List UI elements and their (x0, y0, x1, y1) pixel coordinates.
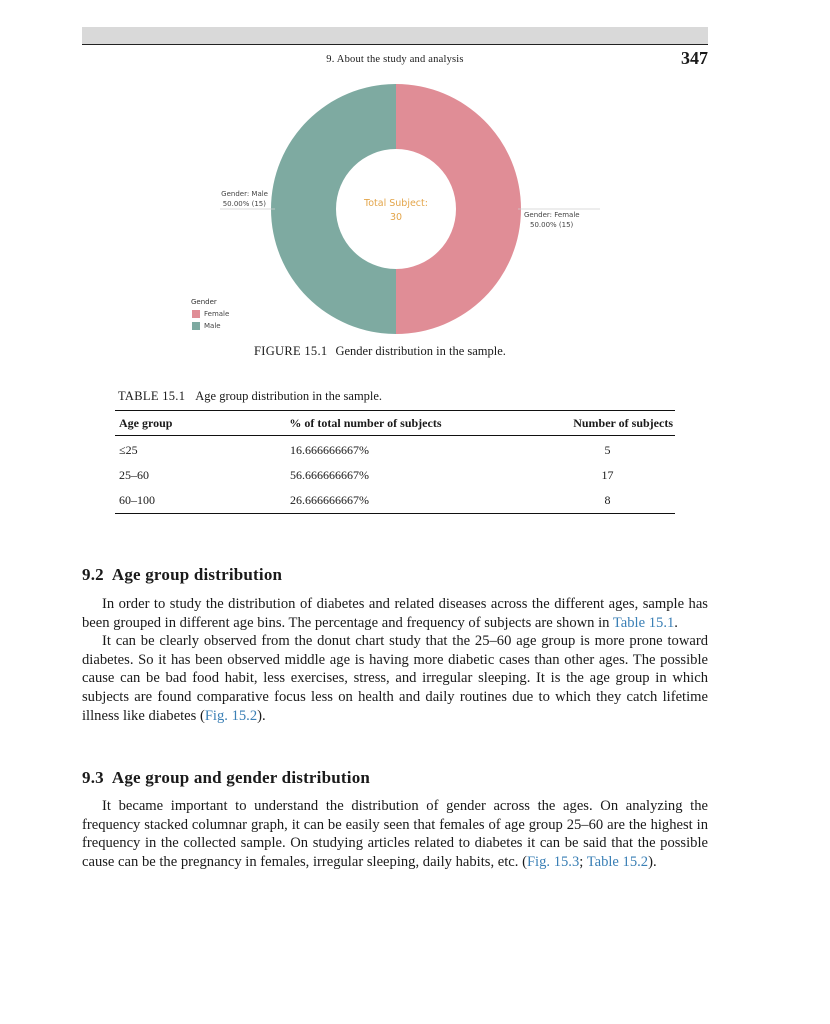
table-header-row (115, 411, 675, 436)
header-age-group: Age group (119, 415, 173, 430)
table-row (115, 488, 675, 513)
running-title: 9. About the study and analysis (326, 54, 464, 65)
cell-percent: 26.666666667% (290, 493, 369, 507)
age-group-table (115, 410, 675, 514)
section-number: 9.2 (82, 565, 104, 584)
legend-swatch-female (192, 310, 200, 318)
figure-ref-link[interactable]: Fig. 15.3 (526, 853, 580, 870)
table-ref-link[interactable]: Table 15.1 (612, 614, 675, 631)
table-ref-link[interactable]: Table 15.2 (586, 853, 649, 870)
cell-age-group: 25–60 (119, 468, 149, 482)
donut-chart (0, 0, 830, 380)
section-9-3-body (82, 797, 708, 871)
legend-swatch-male (192, 322, 200, 330)
paragraph: It became important to understand the distribution of gender across the ages. On analyzing the frequency stacked columnar graph, it can be easily seen that females of age group 25–60 are the highest in frequency in the collected sample. On studying articles related to diabetes it can be said that the possible cause can be the pregnancy in females, irregular sleeping, daily habits, etc. (Fig. 15.3; Table 15.2). (82, 798, 708, 870)
table-label: TABLE 15.1 (118, 389, 186, 403)
cell-count: 5 (604, 443, 611, 457)
section-heading-9-2 (82, 565, 282, 585)
section-9-2-body (82, 595, 708, 725)
figure-ref-link[interactable]: Fig. 15.2 (204, 707, 258, 724)
header-count: Number of subjects (573, 415, 673, 430)
cell-count: 8 (604, 493, 611, 507)
legend-title: Gender (191, 298, 217, 306)
male-slice-label-line1: Gender: Male (221, 190, 268, 198)
page-number: 347 (681, 48, 708, 68)
donut-slice-female (396, 84, 521, 334)
cell-age-group: 60–100 (119, 493, 155, 507)
figure-label: FIGURE 15.1 (254, 344, 328, 358)
legend-item-male (192, 322, 221, 330)
legend-item-female (192, 310, 229, 318)
table-row (115, 463, 675, 488)
table-row (115, 438, 675, 463)
cell-count: 17 (601, 468, 614, 482)
female-slice-label-line1: Gender: Female (524, 211, 580, 219)
center-label-line2: 30 (389, 212, 403, 223)
legend-label-male: Male (204, 322, 221, 330)
cell-age-group: ≤25 (119, 443, 138, 457)
section-title: Age group and gender distribution (111, 768, 371, 787)
cell-percent: 16.666666667% (290, 443, 369, 457)
cell-percent: 56.666666667% (290, 468, 369, 482)
donut-slices (271, 84, 521, 334)
female-slice-label-line2: 50.00% (15) (530, 221, 574, 229)
paragraph: It can be clearly observed from the donut chart study that the 25–60 age group is more prone toward diabetes. So it has been observed middle age is having more diabetic cases than other ages. The possible cause can be bad food habit, less exercises, stress, and irregular sleeping. It is the age group in which subjects are found comparative focus less on health and daily routines due to which they catch lifetime illness like diabetes (Fig. 15.2). (82, 633, 708, 724)
section-number: 9.3 (82, 768, 104, 787)
legend-label-female: Female (204, 310, 230, 318)
header-percent: % of total number of subjects (289, 415, 442, 430)
section-heading-9-3 (82, 768, 370, 788)
paragraph: In order to study the distribution of diabetes and related diseases across the different ages, sample has been grouped in different age bins. The percentage and frequency of subjects are shown in Table 15.1. (82, 596, 708, 631)
figure-caption (254, 344, 506, 359)
male-slice-label-line2: 50.00% (15) (222, 200, 266, 208)
section-title: Age group distribution (111, 565, 283, 584)
center-label-line1: Total Subject: (364, 198, 428, 209)
table-caption-text: Age group distribution in the sample. (195, 389, 383, 403)
figure-caption-text: Gender distribution in the sample. (335, 344, 506, 358)
donut-slice-male (271, 84, 396, 334)
table-caption (118, 389, 382, 404)
